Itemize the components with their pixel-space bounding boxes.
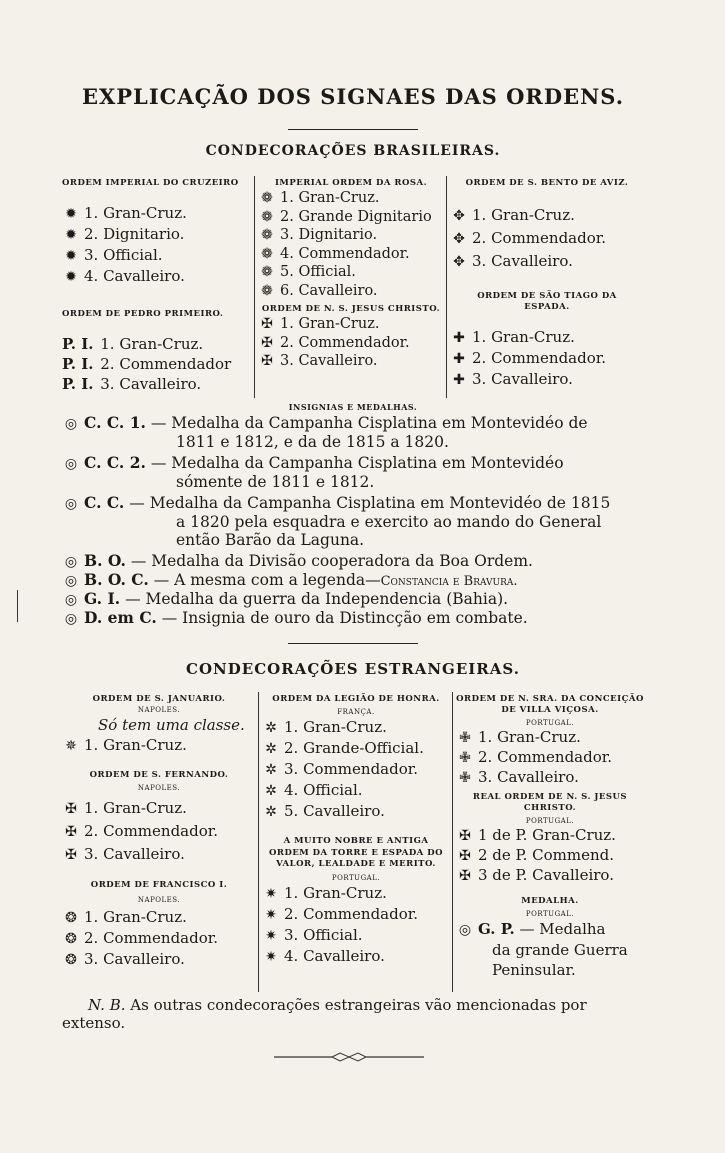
section-heading-estrangeiras: CONDECORAÇÕES ESTRANGEIRAS. xyxy=(186,660,520,678)
sword-cross-icon: ✚ xyxy=(453,351,465,367)
tower-sword-icon: ✷ xyxy=(265,885,277,902)
medal-item: ◎ C. C. 1. — Medalha da Campanha Cisplatina em Montevidéo de 1811 e 1812, e da de 1815 a 1820. xyxy=(62,414,644,451)
order-heading-francisco: ORDEM DE FRANCISCO I. xyxy=(90,880,228,890)
star-icon: ✹ xyxy=(65,206,77,222)
cross-icon: ✠ xyxy=(459,828,471,844)
list-item: ✥ 2. Commendador. xyxy=(450,227,644,250)
nota-bene: N. B. As outras condecorações estrangeiras vão mencionadas por extenso. xyxy=(62,996,587,1032)
medal-item: ◎ C. C. 2. — Medalha da Campanha Cisplatina em Montevidéo sómente de 1811 e 1812. xyxy=(62,454,644,491)
list-item: ✹ 1. Gran-Cruz. xyxy=(62,203,252,224)
list-item: ✷ 2. Commendador. xyxy=(262,904,450,925)
list-item: ✹ 4. Cavalleiro. xyxy=(62,266,252,287)
list-item: ✠ 2 de P. Commend. xyxy=(456,846,644,866)
insignias-heading: INSIGNIAS E MEDALHAS. xyxy=(288,402,418,412)
cross-icon: ✠ xyxy=(261,353,273,369)
legion-star-icon: ✲ xyxy=(265,762,277,778)
list-item: ✠ 1. Gran-Cruz. xyxy=(62,797,256,820)
column-cruzeiro-pedro xyxy=(62,178,252,394)
order-heading-legiao: ORDEM DA LEGIÃO DE HONRA. xyxy=(272,694,440,704)
star-icon: ✹ xyxy=(65,227,77,243)
column-divider xyxy=(446,176,447,398)
list-item: ✠ 1 de P. Gran-Cruz. xyxy=(456,826,644,846)
medal-icon: ◎ xyxy=(64,573,78,589)
list-item: P. I. 3. Cavalleiro. xyxy=(62,375,202,393)
order-place: PORTUGAL. xyxy=(525,719,575,727)
list-item: ✠ 2. Commendador. xyxy=(258,334,444,353)
list-item: ✷ 1. Gran-Cruz. xyxy=(262,883,450,904)
list-item: ❁ 5. Official. xyxy=(258,263,444,282)
medal-item: ◎ D. em C. — Insignia de ouro da Distincção em combate. xyxy=(62,609,644,628)
list-item: P. I. 2. Commendador xyxy=(62,355,232,373)
legion-star-icon: ✲ xyxy=(265,741,277,757)
ornament-divider xyxy=(274,1052,424,1062)
list-item: ✲ 1. Gran-Cruz. xyxy=(262,717,450,738)
list-item: ❂ 2. Commendador. xyxy=(62,928,256,949)
list-item: P. I. 1. Gran-Cruz. xyxy=(62,335,204,353)
star-icon: ✹ xyxy=(65,248,77,264)
order-place: NAPOLES. xyxy=(137,706,181,714)
rose-icon: ❁ xyxy=(261,264,273,280)
rose-icon: ❁ xyxy=(261,245,273,262)
list-item: ✹ 3. Official. xyxy=(62,245,252,266)
medal-item: ◎ B. O. — Medalha da Divisão cooperadora da Boa Ordem. xyxy=(62,552,644,571)
tower-sword-icon: ✷ xyxy=(265,948,277,965)
column-napoles xyxy=(62,694,256,970)
legion-star-icon: ✲ xyxy=(265,720,277,736)
page-title: EXPLICAÇÃO DOS SIGNAES DAS ORDENS. xyxy=(81,84,625,109)
sword-cross-icon: ✚ xyxy=(453,372,465,388)
list-item: ✙ 3. Cavalleiro. xyxy=(456,768,644,788)
list-item: ✥ 3. Cavalleiro. xyxy=(450,250,644,273)
list-item: ✠ 3. Cavalleiro. xyxy=(62,843,256,866)
list-item: ✠ 3 de P. Cavalleiro. xyxy=(456,866,644,886)
column-portugal xyxy=(456,694,644,980)
fleury-cross-icon: ✥ xyxy=(453,254,465,270)
fleury-cross-icon: ✥ xyxy=(453,208,465,224)
margin-mark xyxy=(17,590,18,622)
list-item: ✚ 2. Commendador. xyxy=(450,348,644,369)
order-place: PORTUGAL. xyxy=(331,873,381,882)
column-aviz-espada xyxy=(450,178,644,390)
list-item: ❁ 6. Cavalleiro. xyxy=(258,282,444,301)
order-place: PORTUGAL. xyxy=(525,910,575,918)
rose-icon: ❁ xyxy=(261,190,273,206)
rose-icon: ❁ xyxy=(261,208,273,225)
conception-cross-icon: ✙ xyxy=(459,770,471,786)
medal-icon: ◎ xyxy=(64,496,78,512)
column-divider xyxy=(258,692,259,992)
order-place: PORTUGAL. xyxy=(525,817,575,825)
order-place: NAPOLES. xyxy=(137,784,181,792)
cross-icon: ✠ xyxy=(261,334,273,351)
medal-text: da grande Guerra xyxy=(492,941,628,959)
medal-item: ◎ G. I. — Medalha da guerra da Independencia (Bahia). xyxy=(62,590,644,609)
maltese-cross-icon: ✠ xyxy=(65,847,77,863)
list-item: ✙ 1. Gran-Cruz. xyxy=(456,728,644,748)
cross-icon: ✠ xyxy=(459,868,471,884)
list-item: ❂ 3. Cavalleiro. xyxy=(62,949,256,970)
maltese-cross-icon: ✠ xyxy=(65,824,77,840)
class-note: Só tem uma classe. xyxy=(98,716,245,734)
order-heading-pedro: ORDEM DE PEDRO PRIMEIRO. xyxy=(62,309,224,319)
order-heading-realjesus: REAL ORDEM DE N. S. JESUS CHRISTO. xyxy=(472,792,628,813)
list-item: ❁ 3. Dignitario. xyxy=(258,226,444,245)
list-item: ✲ 5. Cavalleiro. xyxy=(262,801,450,822)
order-heading-cruzeiro: ORDEM IMPERIAL DO CRUZEIRO xyxy=(62,178,239,188)
medal-icon: ◎ xyxy=(64,554,78,570)
section-rule xyxy=(288,643,418,644)
list-item: ✲ 3. Commendador. xyxy=(262,759,450,780)
rose-icon: ❁ xyxy=(261,227,273,243)
medal-item: ◎ C. C. — Medalha da Campanha Cisplatina em Montevidéo de 1815 a 1820 pela esquadra e exercito ao mando do General então Barão da Laguna. xyxy=(62,494,644,549)
medal-icon: ◎ xyxy=(458,922,472,938)
conception-cross-icon: ✙ xyxy=(459,750,471,766)
order-heading-januario: ORDEM DE S. JANUARIO. xyxy=(92,694,226,704)
list-item: ✹ 2. Dignitario. xyxy=(62,224,252,245)
star-cross-icon: ✵ xyxy=(65,738,77,754)
medallion-icon: ❂ xyxy=(65,910,77,926)
order-heading-aviz: ORDEM DE S. BENTO DE AVIZ. xyxy=(465,178,629,188)
list-item: ✲ 2. Grande-Official. xyxy=(262,738,450,759)
cross-icon: ✠ xyxy=(459,848,471,864)
cross-icon: ✠ xyxy=(261,316,273,332)
list-item: ✥ 1. Gran-Cruz. xyxy=(450,204,644,227)
order-heading-medalha: MEDALHA. xyxy=(521,896,579,906)
order-heading-fernando: ORDEM DE S. FERNANDO. xyxy=(89,770,229,780)
rose-icon: ❁ xyxy=(261,282,273,299)
column-franca-portugal xyxy=(262,694,450,967)
list-item: ✷ 4. Cavalleiro. xyxy=(262,946,450,967)
list-item: ✚ 3. Cavalleiro. xyxy=(450,369,644,390)
list-item: ✚ 1. Gran-Cruz. xyxy=(450,327,644,348)
medal-icon: ◎ xyxy=(64,456,78,472)
column-rosa-jesus xyxy=(258,178,444,371)
list-item: ❁ 4. Commendador. xyxy=(258,245,444,264)
order-heading-espada: ORDEM DE SÃO TIAGO DA ESPADA. xyxy=(477,291,617,312)
medal-text: Peninsular. xyxy=(492,961,576,979)
medal-icon: ◎ xyxy=(64,416,78,432)
list-item: ✷ 3. Official. xyxy=(262,925,450,946)
list-item: ❁ 1. Gran-Cruz. xyxy=(258,189,444,208)
list-item: ✠ 2. Commendador. xyxy=(62,820,256,843)
conception-cross-icon: ✙ xyxy=(459,730,471,746)
medallion-icon: ❂ xyxy=(65,952,77,968)
tower-sword-icon: ✷ xyxy=(265,927,277,944)
fleury-cross-icon: ✥ xyxy=(453,231,465,247)
star-icon: ✹ xyxy=(65,269,77,285)
order-heading-torre: A MUITO NOBRE E ANTIGA ORDEM DA TORRE E ESPADA DO VALOR, LEALDADE E MERITO. xyxy=(268,836,444,869)
legion-star-icon: ✲ xyxy=(265,783,277,799)
column-divider xyxy=(452,692,453,992)
medallion-icon: ❂ xyxy=(65,931,77,947)
section-heading-brasileiras: CONDECORAÇÕES BRASILEIRAS. xyxy=(205,143,501,159)
order-heading-rosa: IMPERIAL ORDEM DA ROSA. xyxy=(274,178,428,188)
sword-cross-icon: ✚ xyxy=(453,330,465,346)
order-place: FRANÇA. xyxy=(337,708,375,716)
list-item: ❁ 2. Grande Dignitario xyxy=(258,208,444,227)
medal-item: ◎ G. P. — Medalha xyxy=(456,919,644,940)
tower-sword-icon: ✷ xyxy=(265,906,277,923)
list-item: ✠ 1. Gran-Cruz. xyxy=(258,315,444,334)
order-heading-jesus: ORDEM DE N. S. JESUS CHRISTO. xyxy=(261,304,441,314)
list-item: ✲ 4. Official. xyxy=(262,780,450,801)
list-item: ✵ 1. Gran-Cruz. xyxy=(62,735,256,756)
medal-item: ◎ B. O. C. — A mesma com a legenda—Constancia e Bravura. xyxy=(62,571,644,591)
list-item: ❂ 1. Gran-Cruz. xyxy=(62,907,256,928)
title-rule xyxy=(288,129,418,130)
maltese-cross-icon: ✠ xyxy=(65,801,77,817)
medal-icon: ◎ xyxy=(64,611,78,627)
order-heading-vicosa: ORDEM DE N. SRA. DA CONCEIÇÃO DE VILLA VIÇOSA. xyxy=(456,694,644,715)
legion-star-icon: ✲ xyxy=(265,804,277,820)
list-item: ✠ 3. Cavalleiro. xyxy=(258,352,444,371)
list-item: ✙ 2. Commendador. xyxy=(456,748,644,768)
medal-icon: ◎ xyxy=(64,592,78,608)
order-place: NAPOLES. xyxy=(137,896,181,904)
column-divider xyxy=(254,176,255,398)
